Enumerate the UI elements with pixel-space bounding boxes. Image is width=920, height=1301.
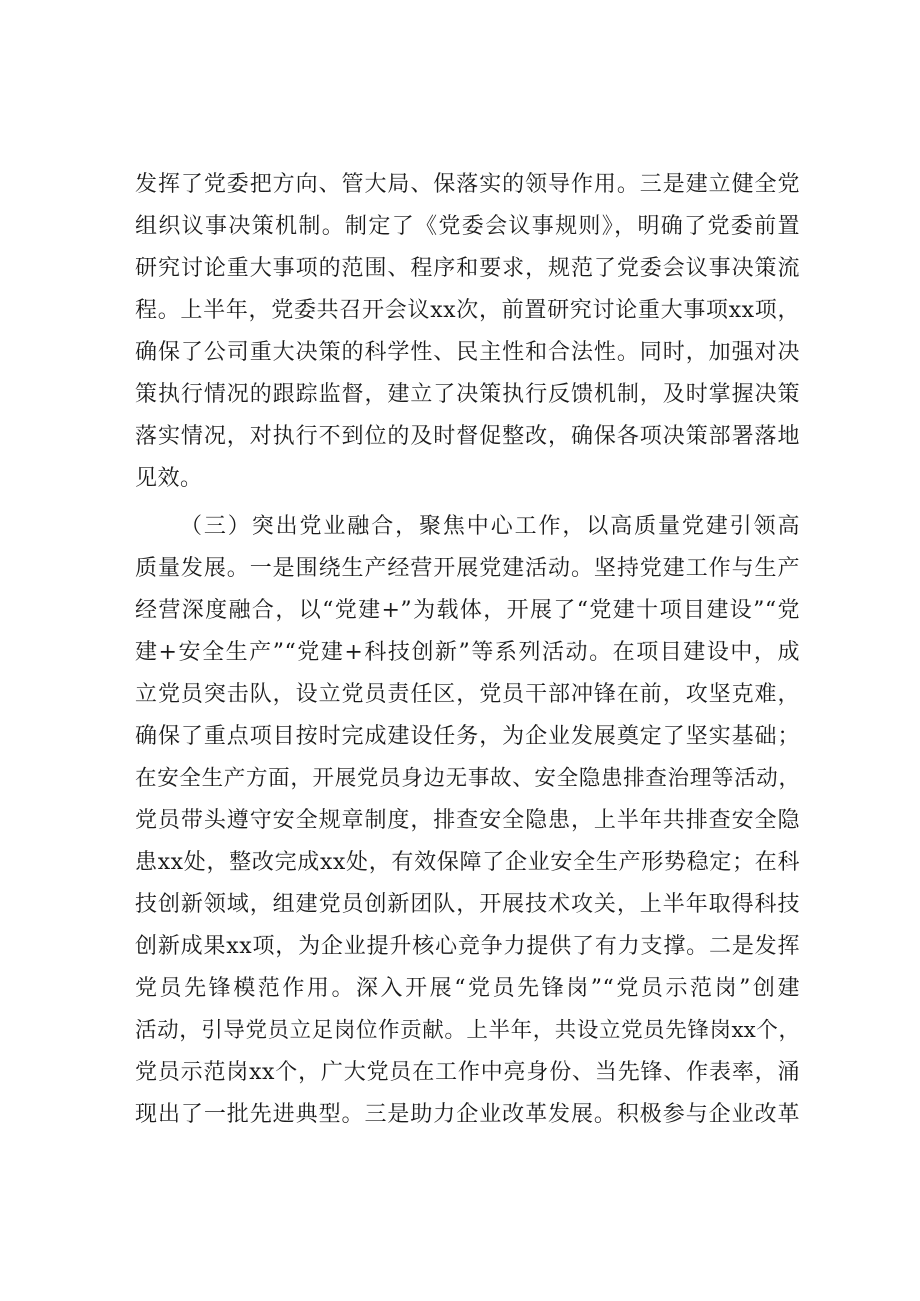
paragraph-1-line-2: 组织议事决策机制。制定了《党委会议事规则》，明确了党委前置 (135, 214, 800, 239)
paragraph-2-line-1: （三）突出党业融合，聚焦中心工作，以高质量党建引领高 (180, 514, 800, 539)
paragraph-2-line-8: 党员带头遵守安全规章制度，排查安全隐患，上半年共排查安全隐 (135, 808, 800, 833)
paragraph-2-line-2: 质量发展。一是围绕生产经营开展党建活动。坚持党建工作与生产 (135, 556, 800, 581)
paragraph-1-line-1: 发挥了党委把方向、管大局、保落实的领导作用。三是建立健全党 (135, 172, 800, 197)
paragraph-1-line-7: 落实情况，对执行不到位的及时督促整改，确保各项决策部署落地 (135, 424, 800, 449)
paragraph-1-line-8: 见效。 (135, 466, 203, 491)
paragraph-2-line-11: 创新成果xx项，为企业提升核心竞争力提供了有力支撑。二是发挥 (135, 934, 800, 959)
paragraph-1-line-6: 策执行情况的跟踪监督，建立了决策执行反馈机制，及时掌握决策 (135, 382, 800, 407)
paragraph-2-line-5: 立党员突击队，设立党员责任区，党员干部冲锋在前，攻坚克难， (135, 682, 800, 707)
paragraph-2-line-13: 活动，引导党员立足岗位作贡献。上半年，共设立党员先锋岗xx个， (135, 1018, 800, 1043)
paragraph-2-line-6: 确保了重点项目按时完成建设任务，为企业发展奠定了坚实基础； (135, 724, 800, 749)
paragraph-1-line-3: 研究讨论重大事项的范围、程序和要求，规范了党委会议事决策流 (135, 256, 800, 281)
paragraph-2-line-10: 技创新领域，组建党员创新团队，开展技术攻关，上半年取得科技 (135, 892, 800, 917)
paragraph-1-line-5: 确保了公司重大决策的科学性、民主性和合法性。同时，加强对决 (135, 340, 800, 365)
paragraph-2-line-14: 党员示范岗xx个，广大党员在工作中亮身份、当先锋、作表率，涌 (135, 1060, 800, 1085)
paragraph-2-line-4: 建+安全生产”“党建+科技创新”等系列活动。在项目建设中，成 (135, 640, 800, 665)
paragraph-1-line-4: 程。上半年，党委共召开会议xx次，前置研究讨论重大事项xx项， (135, 298, 800, 323)
paragraph-2-line-12: 党员先锋模范作用。深入开展“党员先锋岗”“党员示范岗”创建 (135, 976, 800, 1001)
paragraph-2-line-7: 在安全生产方面，开展党员身边无事故、安全隐患排查治理等活动， (135, 766, 800, 791)
paragraph-2-line-3: 经营深度融合，以“党建+”为载体，开展了“党建十项目建设”“党 (135, 598, 800, 623)
paragraph-2-line-15: 现出了一批先进典型。三是助力企业改革发展。积极参与企业改革 (135, 1102, 800, 1127)
paragraph-2-line-9: 患xx处，整改完成xx处，有效保障了企业安全生产形势稳定；在科 (135, 850, 800, 875)
